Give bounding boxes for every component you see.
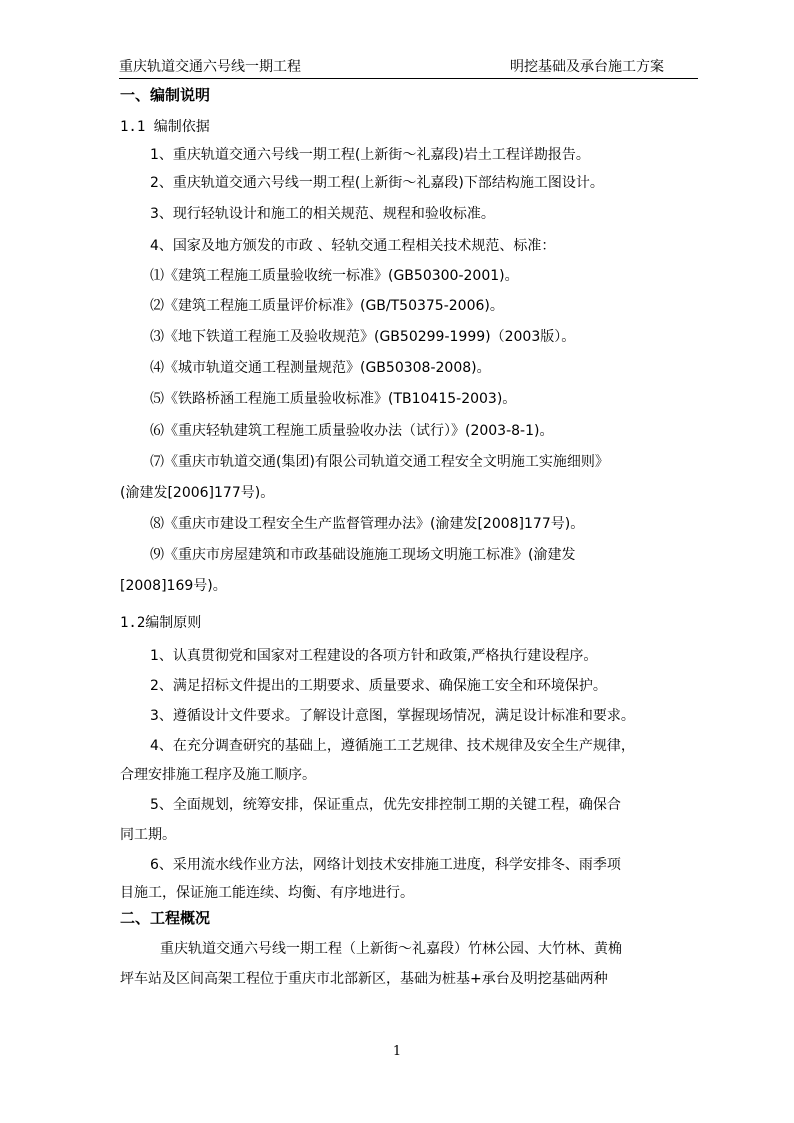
section-heading-1: 一、编制说明 bbox=[120, 86, 211, 104]
overview-paragraph-line: 重庆轨道交通六号线一期工程（上新街～礼嘉段）竹林公园、大竹林、黄桷 bbox=[160, 941, 622, 957]
basis-item: 2、重庆轨道交通六号线一期工程(上新街～礼嘉段)下部结构施工图设计。 bbox=[150, 175, 604, 191]
section-heading-2: 二、工程概况 bbox=[120, 909, 211, 927]
principle-item-continuation: 合理安排施工程序及施工顺序。 bbox=[120, 767, 316, 783]
standard-item: ⑶《地下铁道工程施工及验收规范》(GB50299-1999)（2003版）。 bbox=[150, 329, 576, 345]
header-rule bbox=[119, 78, 698, 79]
basis-item: 3、现行轻轨设计和施工的相关规范、规程和验收标准。 bbox=[150, 206, 495, 222]
standard-item: ⑵《建筑工程施工质量评价标准》(GB/T50375-2006)。 bbox=[150, 298, 504, 314]
header-document-title: 明挖基础及承台施工方案 bbox=[510, 59, 664, 75]
principle-item: 6、采用流水线作业方法，网络计划技术安排施工进度，科学安排冬、雨季项 bbox=[150, 857, 621, 873]
subsection-heading-1-2: 1.2编制原则 bbox=[120, 615, 202, 631]
overview-paragraph-line: 坪车站及区间高架工程位于重庆市北部新区，基础为桩基+承台及明挖基础两种 bbox=[120, 971, 608, 987]
standard-item: ⑷《城市轨道交通工程测量规范》(GB50308-2008)。 bbox=[150, 360, 491, 376]
principle-item: 5、全面规划，统筹安排，保证重点，优先安排控制工期的关键工程，确保合 bbox=[150, 797, 621, 813]
subsection-heading-1-1: 1.1 编制依据 bbox=[120, 119, 210, 135]
principle-item: 2、满足招标文件提出的工期要求、质量要求、确保施工安全和环境保护。 bbox=[150, 678, 607, 694]
standard-item: ⑸《铁路桥涵工程施工质量验收标准》(TB10415-2003)。 bbox=[150, 391, 517, 407]
principle-item-continuation: 同工期。 bbox=[120, 827, 176, 843]
principle-item: 3、遵循设计文件要求。了解设计意图，掌握现场情况，满足设计标准和要求。 bbox=[150, 708, 635, 724]
standard-item-continuation: [2008]169号)。 bbox=[120, 578, 227, 594]
principle-item-continuation: 目施工，保证施工能连续、均衡、有序地进行。 bbox=[120, 885, 414, 901]
header-project-title: 重庆轨道交通六号线一期工程 bbox=[119, 59, 301, 75]
standard-item: ⑼《重庆市房屋建筑和市政基础设施施工现场文明施工标准》(渝建发 bbox=[150, 547, 576, 563]
principle-item: 4、在充分调查研究的基础上，遵循施工工艺规律、技术规律及安全生产规律， bbox=[150, 738, 635, 754]
standard-item: ⑹《重庆轻轨建筑工程施工质量验收办法（试行）》(2003-8-1)。 bbox=[150, 423, 554, 439]
page-number: 1 bbox=[392, 1044, 402, 1059]
standard-item: ⑻《重庆市建设工程安全生产监督管理办法》(渝建发[2008]177号)。 bbox=[150, 516, 585, 532]
standard-item: ⑺《重庆市轨道交通(集团)有限公司轨道交通工程安全文明施工实施细则》 bbox=[150, 454, 609, 470]
standard-item: ⑴《建筑工程施工质量验收统一标准》(GB50300-2001)。 bbox=[150, 268, 519, 284]
principle-item: 1、认真贯彻党和国家对工程建设的各项方针和政策,严格执行建设程序。 bbox=[150, 648, 598, 664]
standard-item-continuation: (渝建发[2006]177号)。 bbox=[120, 485, 275, 501]
basis-item: 1、重庆轨道交通六号线一期工程(上新街～礼嘉段)岩土工程详勘报告。 bbox=[150, 147, 590, 163]
basis-item: 4、国家及地方颁发的市政 、轻轨交通工程相关技术规范、标准： bbox=[150, 238, 556, 254]
